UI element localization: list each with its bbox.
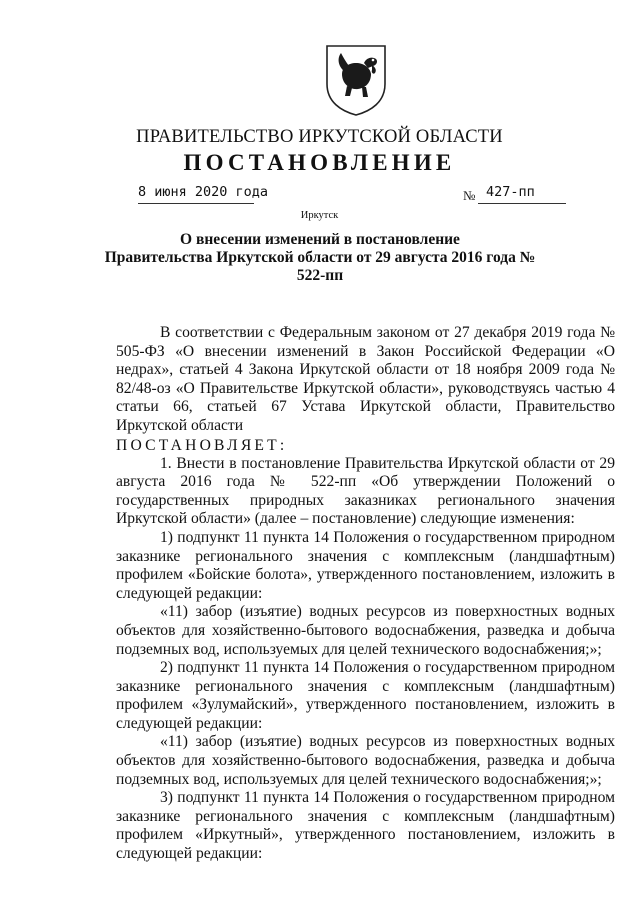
quote-2-paragraph: «11) забор (изъятие) водных ресурсов из поверхностных водных объектов для хозяйственно-бытового водоснабжения, разведка и добыча подземных вод, используемых для целей технического водоснабжения;»;: [116, 733, 615, 788]
number-underline: [478, 203, 566, 204]
subitem-1-paragraph: 1) подпункт 11 пункта 14 Положения о государственном природном заказнике регионального значения с комплексным (ландшафтным) профилем «Бойские болота», утвержденного постановлением, изложить в следующей редакции:: [116, 528, 615, 602]
quote-1-paragraph: «11) забор (изъятие) водных ресурсов из поверхностных водных объектов для хозяйственно-бытового водоснабжения, разведка и добыча подземных вод, используемых для целей технического водоснабжения;»;: [116, 603, 615, 658]
document-subject: [100, 231, 540, 285]
government-title: ПРАВИТЕЛЬСТВО ИРКУТСКОЙ ОБЛАСТИ: [136, 127, 503, 147]
subitem-3-paragraph: 3) подпункт 11 пункта 14 Положения о государственном природном заказнике регионального значения с комплексным (ландшафтным) профилем «Иркутный», утвержденного постановлением, изложить в следующей редакции:: [116, 789, 615, 863]
subitem-2-paragraph: 2) подпункт 11 пункта 14 Положения о государственном природном заказнике регионального значения с комплексным (ландшафтным) профилем «Зулумайский», утвержденного постановлением, изложить в следующей редакции:: [116, 659, 615, 732]
subject-line-2: Правительства Иркутской области от 29 августа 2016 года № 522-пп: [104, 249, 536, 284]
date-underline: [138, 203, 254, 204]
city: Иркутск: [300, 210, 339, 221]
document-type: ПОСТАНОВЛЕНИЕ: [183, 150, 456, 175]
preamble-paragraph: В соответствии с Федеральным законом от 27 декабря 2019 года № 505-ФЗ «О внесении изменений в Закон Российской Федерации «О недрах», статьей 4 Закона Иркутской области от 18 ноября 2009 года № 82/48-оз «О Правительстве Иркутской области», руководствуясь частью 4 статьи 66, статьей 67 Устава Иркутской области, Правительство Иркутской области: [116, 324, 615, 434]
subject-line-1: О внесении изменений в постановление: [180, 231, 460, 248]
document-date: 8 июня 2020 года: [138, 184, 269, 200]
document-number: 427-пп: [486, 184, 535, 200]
document-body: [116, 324, 615, 864]
irkutsk-coat-of-arms-icon: [325, 44, 387, 116]
number-sign: №: [463, 188, 476, 203]
resolve-heading: ПОСТАНОВЛЯЕТ:: [116, 436, 288, 454]
item-1-paragraph: 1. Внести в постановление Правительства Иркутской области от 29 августа 2016 года № 522-пп «Об утверждении Положений о государственных природных заказниках регионального значения Иркутской области» (далее – постановление) следующие изменения:: [116, 454, 615, 528]
